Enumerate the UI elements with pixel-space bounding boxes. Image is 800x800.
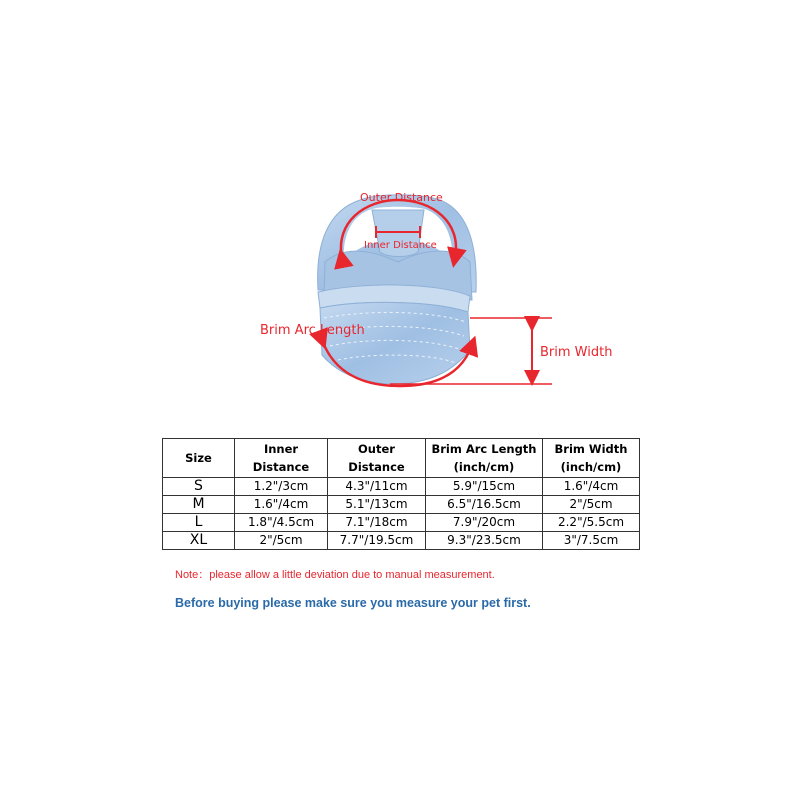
size-chart-table <box>162 438 640 550</box>
inner-distance-cell: 1.6"/4cm <box>235 496 328 514</box>
brim-arc-length-cell: 6.5"/16.5cm <box>426 496 543 514</box>
header-line: Distance <box>348 460 405 474</box>
brim-arc-length-cell: 5.9"/15cm <box>426 478 543 496</box>
size-cell: XL <box>163 532 235 550</box>
table-row <box>163 478 640 496</box>
header-size-text: Size <box>185 451 212 465</box>
brim-width-cell: 2"/5cm <box>543 496 640 514</box>
outer-distance-cell: 4.3"/11cm <box>328 478 426 496</box>
header-line: Brim Width <box>554 442 628 456</box>
header-line: Brim Arc Length <box>431 442 537 456</box>
size-cell: S <box>163 478 235 496</box>
header-outer-distance <box>328 439 426 478</box>
header-line: Outer <box>358 442 395 456</box>
brim-width-cell: 2.2"/5.5cm <box>543 514 640 532</box>
size-cell: M <box>163 496 235 514</box>
header-brim-width <box>543 439 640 478</box>
outer-distance-label: Outer Distance <box>360 191 443 204</box>
inner-distance-cell: 1.2"/3cm <box>235 478 328 496</box>
outer-distance-cell: 7.7"/19.5cm <box>328 532 426 550</box>
brim-arc-length-cell: 9.3"/23.5cm <box>426 532 543 550</box>
brim-width-label: Brim Width <box>540 345 613 360</box>
brim-width-cell: 3"/7.5cm <box>543 532 640 550</box>
header-line: Distance <box>252 460 310 474</box>
header-line: (inch/cm) <box>453 460 515 474</box>
measure-advice: Before buying please make sure you measure your pet first. <box>175 596 531 610</box>
inner-distance-label: Inner Distance <box>364 240 437 251</box>
brim-width-cell: 1.6"/4cm <box>543 478 640 496</box>
header-size <box>163 439 235 478</box>
outer-distance-cell: 5.1"/13cm <box>328 496 426 514</box>
inner-distance-cell: 1.8"/4.5cm <box>235 514 328 532</box>
brim-arc-length-label: Brim Arc Length <box>260 323 365 338</box>
size-cell: L <box>163 514 235 532</box>
measurement-note: Note：please allow a little deviation due to manual measurement. <box>175 569 495 581</box>
brim-arc-length-cell: 7.9"/20cm <box>426 514 543 532</box>
outer-distance-cell: 7.1"/18cm <box>328 514 426 532</box>
table-row <box>163 514 640 532</box>
inner-distance-cell: 2"/5cm <box>235 532 328 550</box>
header-line: (inch/cm) <box>560 460 622 474</box>
header-line: Inner <box>263 442 299 456</box>
table-header-row <box>163 439 640 478</box>
header-inner-distance <box>235 439 328 478</box>
table-row <box>163 532 640 550</box>
table-row <box>163 496 640 514</box>
header-brim-arc-length <box>426 439 543 478</box>
